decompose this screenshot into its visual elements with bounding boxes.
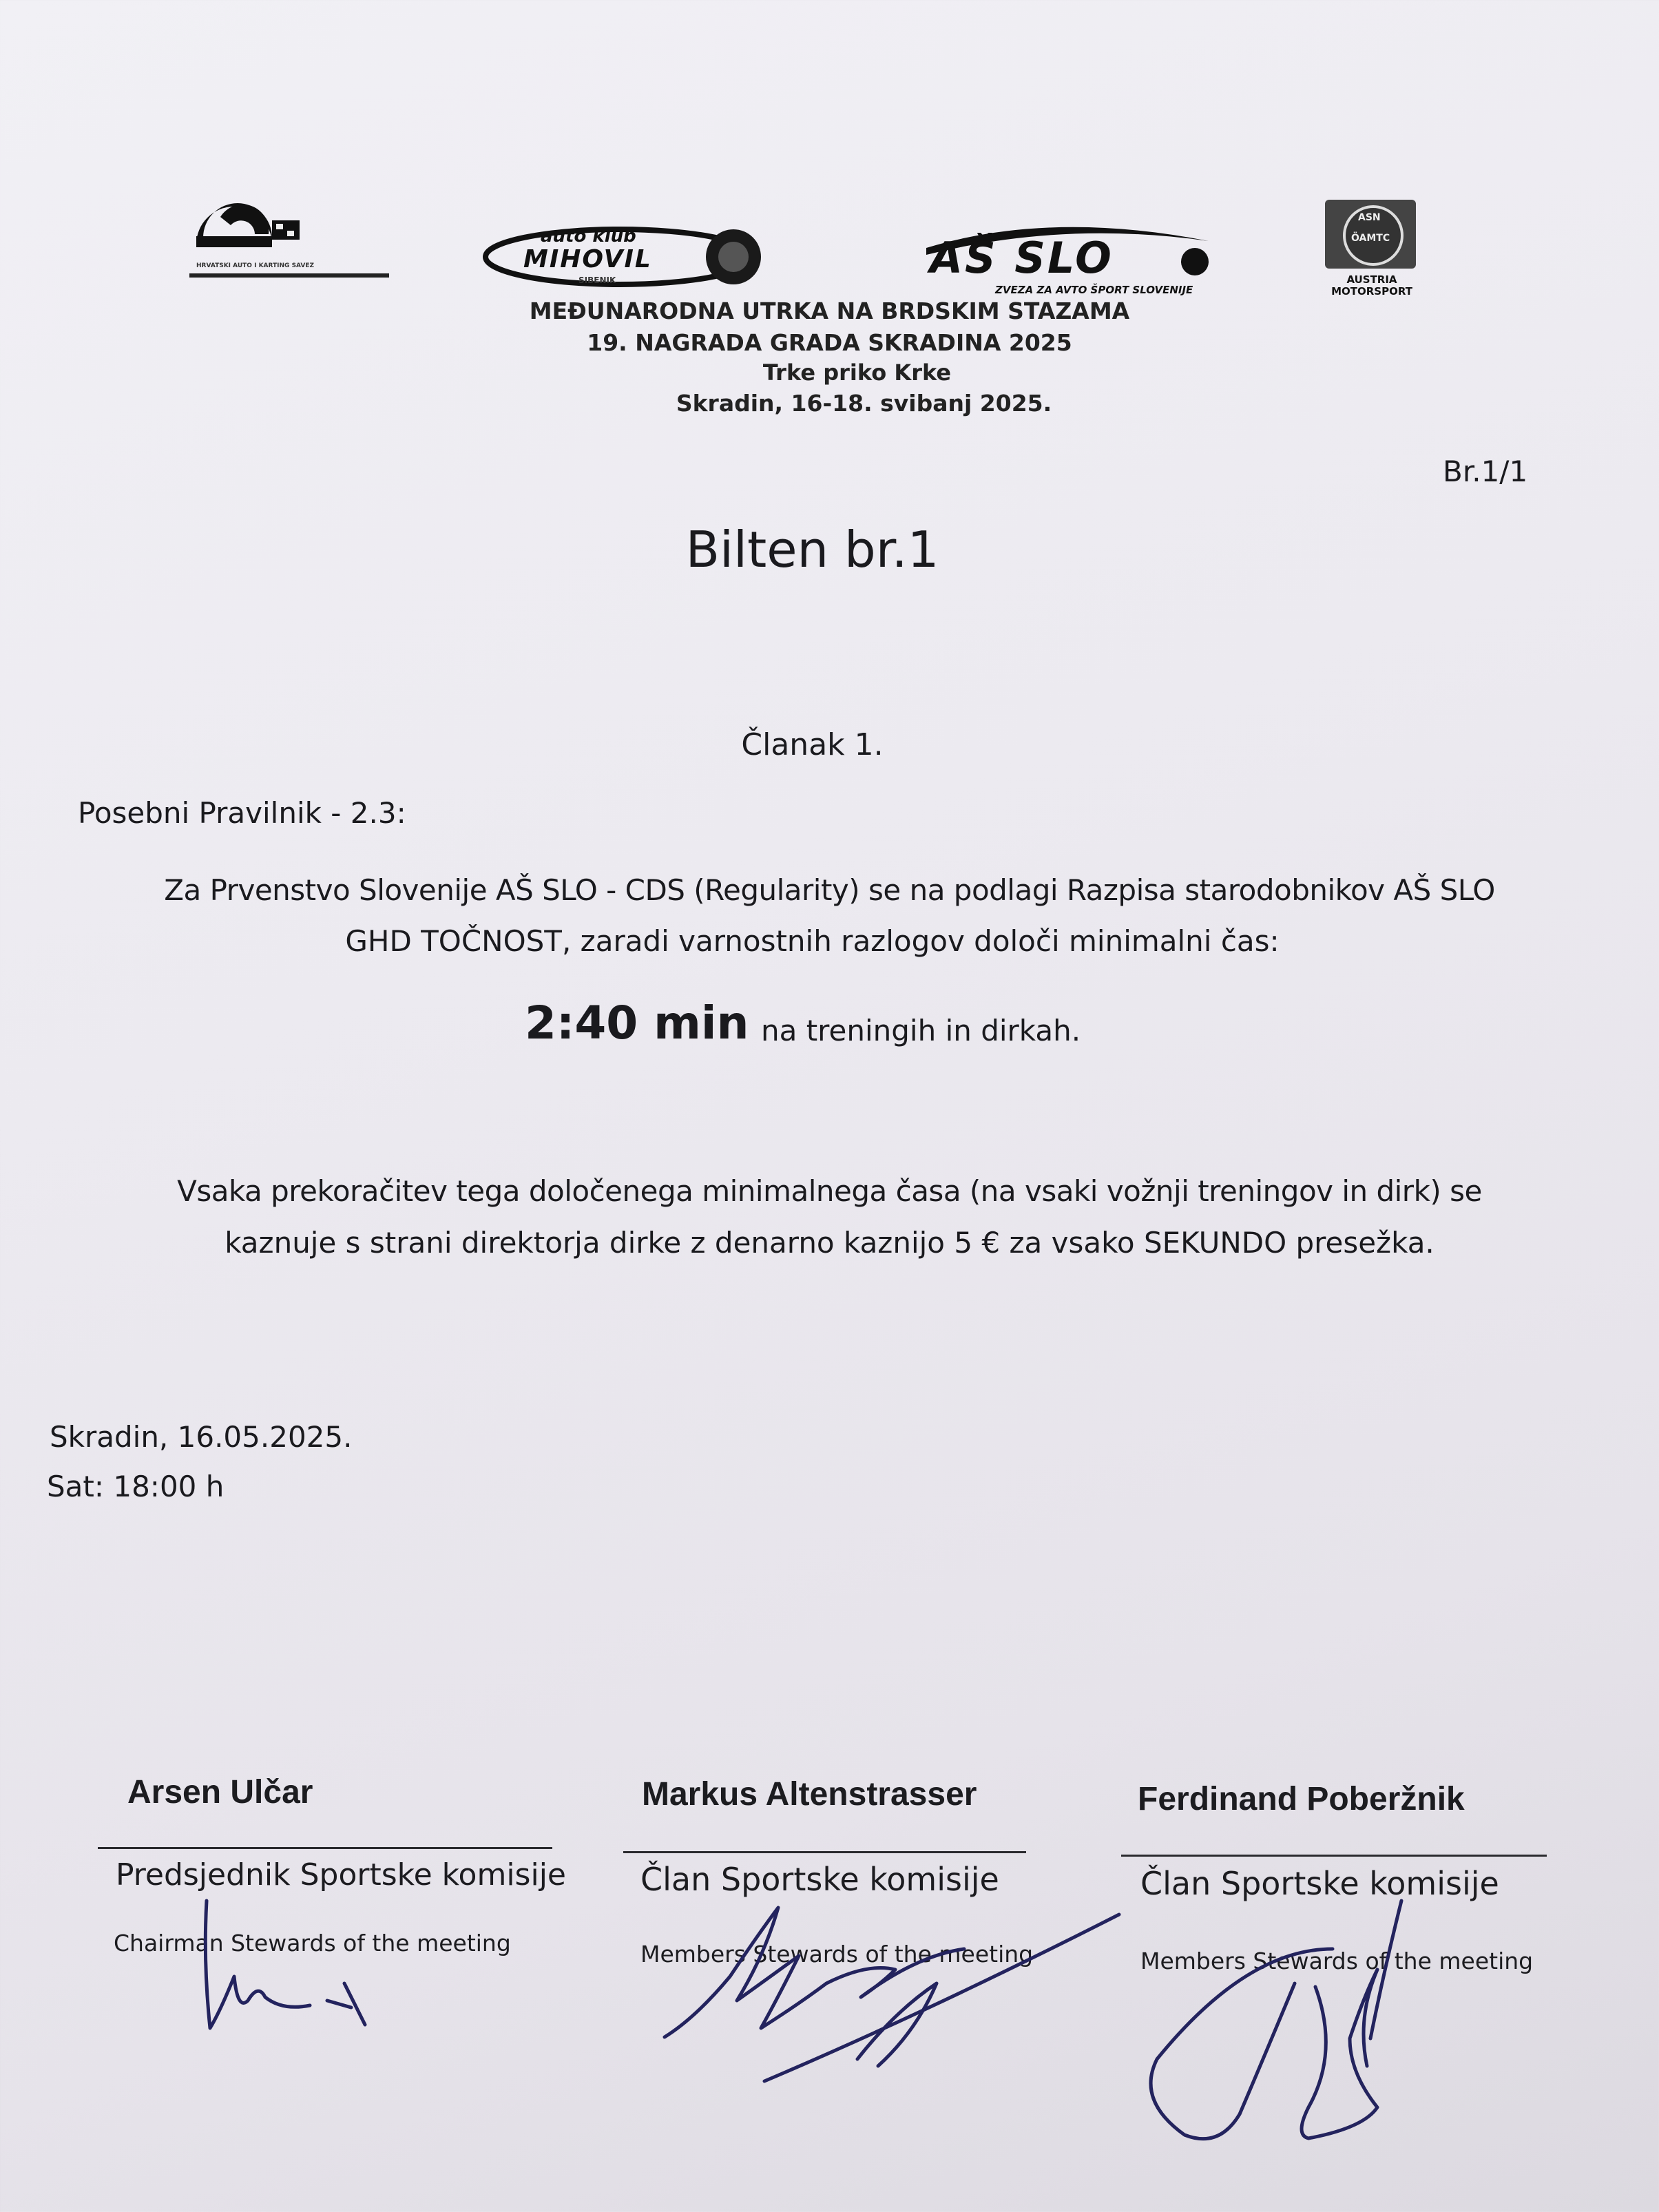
signature-1-stroke (205, 1901, 310, 2028)
signatory-1-role-en: Chairman Stewards of the meeting (114, 1930, 511, 1957)
header-line-3: Trke priko Krke (762, 359, 952, 386)
signatory-2-name: Markus Altenstrasser (642, 1776, 977, 1813)
paragraph-2-line-1: Vsaka prekoračitev tega določenega minimalnega časa (na vsaki vožnji treningov in dirk) se (177, 1174, 1482, 1208)
signatory-2-role: Član Sportske komisije (640, 1861, 999, 1898)
signatory-2-role-en: Members Stewards of the meeting (640, 1941, 1034, 1968)
paragraph-1-line-2: GHD TOČNOST, zaradi varnostnih razlogov določi minimalni čas: (345, 924, 1280, 958)
signature-3-tail (1370, 1901, 1401, 2038)
article-heading: Članak 1. (741, 727, 884, 762)
signature-3-curve (1302, 1970, 1377, 2138)
signature-1-stroke-b (327, 1983, 365, 2025)
signature-2-underline (764, 1914, 1119, 2081)
signature-2-loop (857, 1983, 937, 2066)
minimum-time-suffix: na treningih in dirkah. (761, 1014, 1081, 1047)
oamtc-top-text: ASN (1358, 212, 1381, 223)
document-title: Bilten br.1 (685, 521, 939, 578)
paragraph-1-line-1: Za Prvenstvo Slovenije AŠ SLO - CDS (Regularity) se na podlagi Razpisa starodobnikov AŠ SLO (164, 873, 1495, 907)
oamtc-caption: AUSTRIA MOTORSPORT (1331, 273, 1412, 298)
signatory-3-role: Član Sportske komisije (1140, 1865, 1499, 1902)
header-line-2: 19. NAGRADA GRADA SKRADINA 2025 (587, 329, 1072, 356)
hak-logo-text: HRVATSKI AUTO I KARTING SAVEZ (196, 262, 315, 269)
oamtc-mid-text: ÖAMTC (1351, 233, 1390, 244)
mihovil-main-text: MIHOVIL (523, 245, 652, 273)
reference-number: Br.1/1 (1443, 455, 1528, 488)
signatory-1-role: Predsjednik Sportske komisije (116, 1857, 566, 1892)
paragraph-2-line-2: kaznuje s strani direktorja dirke z denarno kaznijo 5 € za vsako SEKUNDO presežka. (225, 1226, 1434, 1260)
section-heading: Posebni Pravilnik - 2.3: (78, 796, 406, 830)
signatory-3-role-en: Members Stewards of the meeting (1140, 1948, 1534, 1974)
asslo-main-text: AŠ SLO (930, 233, 1114, 283)
signatory-1-name: Arsen Ulčar (127, 1774, 313, 1811)
asslo-sub-text: ZVEZA ZA AVTO ŠPORT SLOVENIJE (995, 284, 1193, 296)
signatory-3-name: Ferdinand Poberžnik (1138, 1781, 1465, 1817)
mihovil-top-text: auto klub (541, 226, 636, 247)
header-line-1: MEĐUNARODNA UTRKA NA BRDSKIM STAZAMA (529, 298, 1130, 324)
place-and-date: Skradin, 16.05.2025. (50, 1420, 353, 1454)
meeting-time: Sat: 18:00 h (47, 1470, 225, 1503)
minimum-time-value: 2:40 min (525, 997, 749, 1050)
mihovil-sub-text: SIBENIK (578, 275, 616, 285)
header-line-4: Skradin, 16-18. svibanj 2025. (676, 390, 1052, 417)
